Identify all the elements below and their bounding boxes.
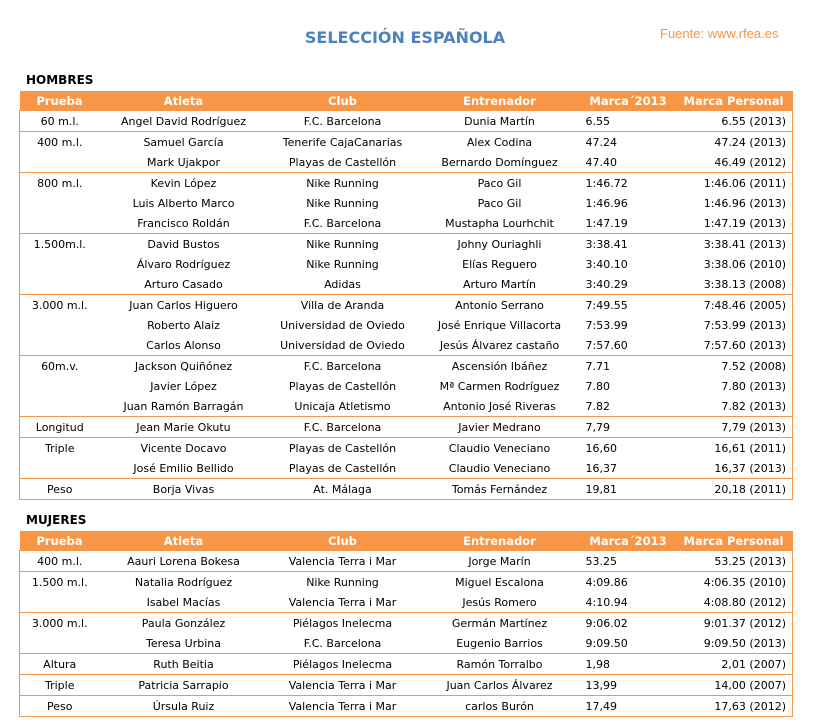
col-club: Club bbox=[268, 531, 418, 551]
table-row bbox=[20, 315, 793, 335]
athlete-cell: Aauri Lorena Bokesa bbox=[127, 554, 240, 568]
event-cell: 800 m.l. bbox=[37, 176, 83, 190]
source-link[interactable]: Fuente: www.rfea.es bbox=[660, 26, 779, 41]
table-row bbox=[20, 438, 793, 459]
athlete-cell: Francisco Roldán bbox=[137, 216, 230, 230]
table-row bbox=[20, 234, 793, 255]
personal-best-cell: 3:38.06 (2010) bbox=[703, 257, 786, 271]
athlete-cell: Úrsula Ruiz bbox=[152, 699, 215, 713]
coach-cell: Elías Reguero bbox=[462, 257, 537, 271]
mark-2013-cell: 7:57.60 bbox=[585, 338, 628, 352]
club-cell: Nike Running bbox=[306, 575, 379, 589]
coach-cell: Arturo Martín bbox=[463, 277, 536, 291]
table-row bbox=[20, 254, 793, 274]
event-cell: 400 m.l. bbox=[37, 135, 83, 149]
personal-best-cell: 7:48.46 (2005) bbox=[703, 298, 786, 312]
coach-cell: Jesús Romero bbox=[462, 595, 537, 609]
athlete-cell: Álvaro Rodríguez bbox=[136, 257, 231, 271]
personal-best-cell: 7:53.99 (2013) bbox=[703, 318, 786, 332]
personal-best-cell: 46.49 (2012) bbox=[714, 155, 786, 169]
mark-2013-cell: 1,98 bbox=[585, 657, 610, 671]
personal-best-cell: 4:06.35 (2010) bbox=[703, 575, 786, 589]
athlete-cell: Isabel Macías bbox=[146, 595, 221, 609]
club-cell: Nike Running bbox=[306, 257, 379, 271]
personal-best-cell: 53.25 (2013) bbox=[714, 554, 786, 568]
athlete-cell: Mark Ujakpor bbox=[146, 155, 221, 169]
mark-2013-cell: 7,79 bbox=[585, 420, 610, 434]
table-row bbox=[20, 213, 793, 234]
coach-cell: carlos Burón bbox=[465, 699, 534, 713]
coach-cell: Jorge Marín bbox=[468, 554, 531, 568]
mark-2013-cell: 47.24 bbox=[585, 135, 617, 149]
table-row bbox=[20, 696, 793, 717]
event-cell: 3.000 m.l. bbox=[31, 616, 88, 630]
athlete-cell: Carlos Alonso bbox=[146, 338, 221, 352]
mark-2013-cell: 4:09.86 bbox=[585, 575, 628, 589]
event-cell bbox=[20, 335, 100, 356]
mark-2013-cell: 17,49 bbox=[585, 699, 617, 713]
athlete-cell: José Emilio Bellido bbox=[133, 461, 234, 475]
personal-best-cell: 9:09.50 (2013) bbox=[703, 636, 786, 650]
coach-cell: Dunia Martín bbox=[464, 114, 535, 128]
club-cell: F.C. Barcelona bbox=[303, 359, 382, 373]
mark-2013-cell: 1:46.96 bbox=[585, 196, 628, 210]
coach-cell: Alex Codina bbox=[466, 135, 533, 149]
table-row bbox=[20, 132, 793, 153]
event-cell: 400 m.l. bbox=[37, 554, 83, 568]
club-cell: Playas de Castellón bbox=[288, 461, 397, 475]
table-row bbox=[20, 356, 793, 377]
table-row bbox=[20, 173, 793, 194]
club-cell: Nike Running bbox=[306, 176, 379, 190]
club-cell: Playas de Castellón bbox=[288, 155, 397, 169]
athlete-cell: Juan Carlos Higuero bbox=[129, 298, 238, 312]
personal-best-cell: 20,18 (2011) bbox=[714, 482, 786, 496]
event-cell bbox=[20, 152, 100, 173]
event-cell: Triple bbox=[45, 678, 75, 692]
coach-cell: Mª Carmen Rodríguez bbox=[439, 379, 560, 393]
women-table-body bbox=[20, 551, 793, 717]
club-cell: Nike Running bbox=[306, 196, 379, 210]
personal-best-cell: 6.55 (2013) bbox=[721, 114, 786, 128]
table-row bbox=[20, 479, 793, 500]
coach-cell: Johny Ouriaghli bbox=[457, 237, 542, 251]
athlete-cell: Teresa Urbina bbox=[146, 636, 221, 650]
col-marca-personal: Marca Personal bbox=[675, 91, 793, 111]
personal-best-cell: 47.24 (2013) bbox=[714, 135, 786, 149]
club-cell: Valencia Terra i Mar bbox=[288, 554, 397, 568]
club-cell: Adidas bbox=[324, 277, 361, 291]
mark-2013-cell: 4:10.94 bbox=[585, 595, 628, 609]
athlete-cell: Javier López bbox=[150, 379, 217, 393]
event-cell bbox=[20, 213, 100, 234]
men-table bbox=[19, 91, 793, 500]
club-cell: Villa de Aranda bbox=[300, 298, 385, 312]
athlete-cell: Natalia Rodríguez bbox=[134, 575, 233, 589]
table-row bbox=[20, 295, 793, 316]
athlete-cell: Angel David Rodríguez bbox=[121, 114, 246, 128]
event-cell bbox=[20, 193, 100, 213]
club-cell: Piélagos Inelecma bbox=[292, 616, 393, 630]
mark-2013-cell: 19,81 bbox=[585, 482, 617, 496]
mark-2013-cell: 13,99 bbox=[585, 678, 617, 692]
personal-best-cell: 16,37 (2013) bbox=[714, 461, 786, 475]
coach-cell: Claudio Veneciano bbox=[448, 441, 551, 455]
athlete-cell: Patricia Sarrapio bbox=[138, 678, 229, 692]
event-cell bbox=[20, 254, 100, 274]
mark-2013-cell: 47.40 bbox=[585, 155, 617, 169]
col-entrenador: Entrenador bbox=[418, 531, 582, 551]
table-row bbox=[20, 551, 793, 572]
event-cell bbox=[20, 396, 100, 417]
event-cell: 60 m.l. bbox=[40, 114, 79, 128]
event-cell bbox=[20, 315, 100, 335]
athlete-cell: Ruth Beitia bbox=[153, 657, 214, 671]
club-cell: F.C. Barcelona bbox=[303, 114, 382, 128]
mark-2013-cell: 7.80 bbox=[585, 379, 610, 393]
personal-best-cell: 7.82 (2013) bbox=[721, 399, 786, 413]
personal-best-cell: 3:38.41 (2013) bbox=[703, 237, 786, 251]
personal-best-cell: 7.52 (2008) bbox=[721, 359, 786, 373]
coach-cell: Miguel Escalona bbox=[455, 575, 544, 589]
event-cell bbox=[20, 458, 100, 479]
athlete-cell: Borja Vivas bbox=[152, 482, 215, 496]
mark-2013-cell: 3:40.10 bbox=[585, 257, 628, 271]
table-row bbox=[20, 633, 793, 654]
athlete-cell: Paula González bbox=[141, 616, 226, 630]
personal-best-cell: 9:01.37 (2012) bbox=[703, 616, 786, 630]
club-cell: Valencia Terra i Mar bbox=[288, 699, 397, 713]
col-atleta: Atleta bbox=[100, 91, 268, 111]
personal-best-cell: 1:46.96 (2013) bbox=[703, 196, 786, 210]
coach-cell: Eugenio Barrios bbox=[456, 636, 543, 650]
coach-cell: Juan Carlos Álvarez bbox=[446, 678, 553, 692]
event-cell bbox=[20, 592, 100, 613]
club-cell: Valencia Terra i Mar bbox=[288, 595, 397, 609]
personal-best-cell: 1:46.06 (2011) bbox=[703, 176, 786, 190]
col-entrenador: Entrenador bbox=[418, 91, 582, 111]
col-prueba: Prueba bbox=[20, 91, 100, 111]
table-row bbox=[20, 613, 793, 634]
col-club: Club bbox=[268, 91, 418, 111]
personal-best-cell: 7:57.60 (2013) bbox=[703, 338, 786, 352]
athlete-cell: Arturo Casado bbox=[144, 277, 223, 291]
club-cell: Playas de Castellón bbox=[288, 379, 397, 393]
club-cell: Universidad de Oviedo bbox=[280, 338, 405, 352]
col-marca-2013: Marca´2013 bbox=[582, 91, 675, 111]
coach-cell: Antonio José Riveras bbox=[443, 399, 556, 413]
table-row bbox=[20, 458, 793, 479]
coach-cell: Mustapha Lourhchit bbox=[445, 216, 554, 230]
mark-2013-cell: 1:46.72 bbox=[585, 176, 628, 190]
table-row bbox=[20, 193, 793, 213]
women-section-title: MUJERES bbox=[26, 513, 87, 527]
club-cell: Nike Running bbox=[306, 237, 379, 251]
coach-cell: Claudio Veneciano bbox=[448, 461, 551, 475]
table-row bbox=[20, 396, 793, 417]
personal-best-cell: 14,00 (2007) bbox=[714, 678, 786, 692]
mark-2013-cell: 3:38.41 bbox=[585, 237, 628, 251]
col-marca-2013: Marca´2013 bbox=[582, 531, 675, 551]
mark-2013-cell: 6.55 bbox=[585, 114, 610, 128]
club-cell: Unicaja Atletismo bbox=[294, 399, 391, 413]
event-cell: Longitud bbox=[35, 420, 84, 434]
table-row bbox=[20, 152, 793, 173]
personal-best-cell: 7.80 (2013) bbox=[721, 379, 786, 393]
athlete-cell: Roberto Alaiz bbox=[147, 318, 220, 332]
table-row bbox=[20, 654, 793, 675]
athlete-cell: Juan Ramón Barragán bbox=[123, 399, 244, 413]
table-row bbox=[20, 417, 793, 438]
coach-cell: Jesús Álvarez castaño bbox=[439, 338, 560, 352]
club-cell: Piélagos Inelecma bbox=[292, 657, 393, 671]
table-row bbox=[20, 675, 793, 696]
mark-2013-cell: 1:47.19 bbox=[585, 216, 628, 230]
mark-2013-cell: 7.82 bbox=[585, 399, 610, 413]
club-cell: Valencia Terra i Mar bbox=[288, 678, 397, 692]
athlete-cell: Jackson Quiñónez bbox=[134, 359, 233, 373]
event-cell: Triple bbox=[45, 441, 75, 455]
women-table-header bbox=[20, 531, 793, 551]
event-cell bbox=[20, 274, 100, 295]
mark-2013-cell: 53.25 bbox=[585, 554, 617, 568]
event-cell: 60m.v. bbox=[41, 359, 79, 373]
athlete-cell: David Bustos bbox=[147, 237, 220, 251]
mark-2013-cell: 3:40.29 bbox=[585, 277, 628, 291]
event-cell: Altura bbox=[43, 657, 77, 671]
table-row bbox=[20, 592, 793, 613]
mark-2013-cell: 7:49.55 bbox=[585, 298, 628, 312]
event-cell bbox=[20, 633, 100, 654]
athlete-cell: Samuel García bbox=[143, 135, 224, 149]
mark-2013-cell: 7.71 bbox=[585, 359, 610, 373]
athlete-cell: Vicente Docavo bbox=[140, 441, 227, 455]
event-cell: 1.500 m.l. bbox=[31, 575, 88, 589]
coach-cell: Ramón Torralbo bbox=[456, 657, 543, 671]
table-row bbox=[20, 274, 793, 295]
club-cell: Universidad de Oviedo bbox=[280, 318, 405, 332]
athlete-cell: Kevin López bbox=[150, 176, 217, 190]
personal-best-cell: 16,61 (2011) bbox=[714, 441, 786, 455]
personal-best-cell: 4:08.80 (2012) bbox=[703, 595, 786, 609]
athlete-cell: Luis Alberto Marco bbox=[132, 196, 235, 210]
event-cell: 1.500m.l. bbox=[33, 237, 86, 251]
mark-2013-cell: 16,60 bbox=[585, 441, 617, 455]
club-cell: F.C. Barcelona bbox=[303, 420, 382, 434]
coach-cell: Bernardo Domínguez bbox=[441, 155, 558, 169]
event-cell: 3.000 m.l. bbox=[31, 298, 88, 312]
personal-best-cell: 3:38.13 (2008) bbox=[703, 277, 786, 291]
mark-2013-cell: 7:53.99 bbox=[585, 318, 628, 332]
men-section-title: HOMBRES bbox=[26, 73, 94, 87]
mark-2013-cell: 16,37 bbox=[585, 461, 617, 475]
club-cell: F.C. Barcelona bbox=[303, 216, 382, 230]
table-row bbox=[20, 376, 793, 396]
col-prueba: Prueba bbox=[20, 531, 100, 551]
men-table-body bbox=[20, 111, 793, 500]
event-cell: Peso bbox=[47, 482, 73, 496]
personal-best-cell: 17,63 (2012) bbox=[714, 699, 786, 713]
table-row bbox=[20, 335, 793, 356]
coach-cell: Paco Gil bbox=[477, 196, 522, 210]
table-row bbox=[20, 111, 793, 132]
table-row bbox=[20, 572, 793, 593]
club-cell: Playas de Castellón bbox=[288, 441, 397, 455]
personal-best-cell: 1:47.19 (2013) bbox=[703, 216, 786, 230]
club-cell: Tenerife CajaCanarias bbox=[282, 135, 403, 149]
col-atleta: Atleta bbox=[100, 531, 268, 551]
coach-cell: Ascensión Ibáñez bbox=[451, 359, 548, 373]
women-table bbox=[19, 531, 793, 717]
mark-2013-cell: 9:09.50 bbox=[585, 636, 628, 650]
coach-cell: Paco Gil bbox=[477, 176, 522, 190]
page-title: SELECCIÓN ESPAÑOLA bbox=[304, 28, 506, 47]
athlete-cell: Jean Marie Okutu bbox=[136, 420, 231, 434]
coach-cell: José Enrique Villacorta bbox=[437, 318, 562, 332]
coach-cell: Javier Medrano bbox=[458, 420, 541, 434]
personal-best-cell: 2,01 (2007) bbox=[721, 657, 786, 671]
club-cell: At. Málaga bbox=[313, 482, 372, 496]
event-cell: Peso bbox=[47, 699, 73, 713]
mark-2013-cell: 9:06.02 bbox=[585, 616, 628, 630]
col-marca-personal: Marca Personal bbox=[675, 531, 793, 551]
men-table-header bbox=[20, 91, 793, 111]
coach-cell: Antonio Serrano bbox=[455, 298, 544, 312]
coach-cell: Germán Martínez bbox=[451, 616, 548, 630]
personal-best-cell: 7,79 (2013) bbox=[721, 420, 786, 434]
coach-cell: Tomás Fernández bbox=[451, 482, 548, 496]
club-cell: F.C. Barcelona bbox=[303, 636, 382, 650]
event-cell bbox=[20, 376, 100, 396]
